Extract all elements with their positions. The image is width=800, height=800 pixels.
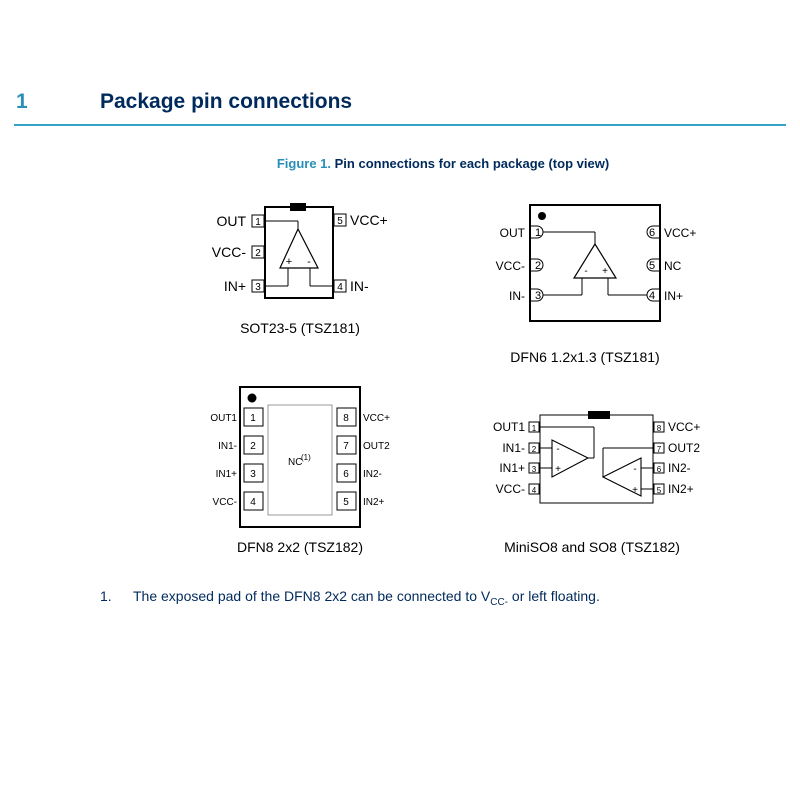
- sot23-pin5-num: 5: [337, 216, 343, 227]
- miniso8-pin6-name: IN2-: [668, 461, 691, 475]
- miniso8-pin7-num: 7: [656, 445, 662, 454]
- miniso8-pin6-num: 6: [656, 465, 662, 474]
- dfn6-pin5-num: 5: [648, 260, 656, 272]
- section-title: Package pin connections: [100, 90, 353, 113]
- dfn8-pin3-num: 3: [250, 469, 256, 480]
- footnote-text: [133, 588, 600, 608]
- dfn8-pin1-num: 1: [250, 413, 256, 424]
- footnote-number: 1.: [100, 588, 112, 604]
- dfn6-pin4-num: 4: [648, 290, 656, 302]
- sot23-pin4-num: 4: [337, 282, 343, 293]
- dfn6-opamp-minus: -: [584, 266, 588, 277]
- miniso8-pin5-num: 5: [656, 486, 662, 495]
- footnote-text-after: or left floating.: [508, 588, 600, 604]
- miniso8-pin4-name: VCC-: [495, 482, 525, 496]
- miniso8-pin4-num: 4: [531, 486, 537, 495]
- sot23-caption: SOT23-5 (TSZ181): [240, 320, 360, 336]
- dfn8-pin5-name: IN2+: [363, 497, 385, 508]
- dfn6-pin1-num: 1: [534, 227, 542, 239]
- sot23-pin3-num: 3: [255, 282, 261, 293]
- miniso8-pin2-name: IN1-: [502, 441, 525, 455]
- dfn8-labels: [210, 413, 390, 555]
- dfn8-pin2-num: 2: [250, 441, 256, 452]
- miniso8-pin1-name: OUT1: [492, 420, 525, 434]
- sot23-package: [252, 203, 346, 298]
- dfn8-pin8-num: 8: [343, 413, 349, 424]
- sot23-pin1-name: OUT: [216, 213, 246, 229]
- dfn8-pin6-name: IN2-: [363, 469, 382, 480]
- miniso8-opamp2-plus: +: [632, 485, 638, 496]
- dfn8-pin7-name: OUT2: [363, 441, 390, 452]
- sot23-labels: [212, 212, 388, 336]
- dfn8-pin6-num: 6: [343, 469, 349, 480]
- dfn8-pin4-name: VCC-: [212, 497, 237, 508]
- dfn6-caption: DFN6 1.2x1.3 (TSZ181): [510, 349, 660, 365]
- miniso8-pin3-name: IN1+: [499, 461, 525, 475]
- dfn6-package: [530, 205, 660, 321]
- miniso8-opamp1-minus: -: [556, 444, 560, 455]
- sot23-pin1-num: 1: [255, 217, 261, 228]
- sot23-opamp-minus: -: [307, 256, 311, 268]
- dfn8-pin2-name: IN1-: [218, 441, 237, 452]
- dfn8-pin7-num: 7: [343, 441, 349, 452]
- figure-label: Figure 1.: [276, 156, 332, 171]
- dfn6-pin4-name: IN+: [664, 289, 684, 303]
- dfn8-pin8-name: VCC+: [363, 413, 390, 424]
- sot23-pin4-name: IN-: [350, 278, 369, 294]
- miniso8-opamp1-plus: +: [555, 464, 561, 475]
- dfn8-pin5-num: 5: [343, 497, 349, 508]
- footnote-subscript: CC-: [490, 596, 509, 608]
- sot23-pin2-name: VCC-: [211, 244, 246, 260]
- miniso8-pin3-num: 3: [531, 465, 537, 474]
- miniso8-labels: [493, 420, 700, 555]
- dfn6-pin3-num: 3: [534, 290, 542, 302]
- miniso8-pin2-num: 2: [531, 445, 537, 454]
- sot23-pin5-name: VCC+: [350, 212, 388, 228]
- sot23-opamp-plus: +: [285, 256, 293, 268]
- miniso8-pin8-name: VCC+: [668, 420, 701, 434]
- dfn6-pin1-name: OUT: [499, 226, 525, 240]
- miniso8-caption: MiniSO8 and SO8 (TSZ182): [504, 539, 680, 555]
- dfn6-labels: [496, 226, 697, 365]
- miniso8-pin1-num: 1: [531, 424, 537, 433]
- miniso8-pin7-name: OUT2: [668, 441, 701, 455]
- figure-title: Pin connections for each package (top view): [334, 156, 610, 171]
- miniso8-package: [529, 411, 664, 503]
- miniso8-opamp2-minus: -: [633, 464, 637, 475]
- dfn8-pad-label: NC: [288, 457, 303, 468]
- sot23-pin2-num: 2: [255, 248, 261, 259]
- dfn6-pin3-name: IN-: [509, 289, 525, 303]
- dfn8-pad-note: (1): [301, 453, 311, 462]
- dfn8-pin3-name: IN1+: [215, 469, 237, 480]
- miniso8-pin5-name: IN2+: [668, 482, 694, 496]
- dfn6-pin6-num: 6: [648, 227, 656, 239]
- dfn8-pin4-num: 4: [250, 497, 256, 508]
- dfn6-pin6-name: VCC+: [664, 226, 697, 240]
- sot23-pin3-name: IN+: [223, 278, 246, 294]
- section-number: 1: [16, 90, 28, 113]
- dfn8-caption: DFN8 2x2 (TSZ182): [236, 539, 364, 555]
- dfn8-pin1-name: OUT1: [210, 413, 237, 424]
- dfn6-pin2-num: 2: [534, 260, 542, 272]
- dfn6-pin5-name: NC: [664, 259, 682, 273]
- footnote-text-before: The exposed pad of the DFN8 2x2 can be connected to V: [133, 588, 491, 604]
- miniso8-pin8-num: 8: [656, 424, 662, 433]
- dfn6-pin2-name: VCC-: [495, 259, 525, 273]
- dfn6-opamp-plus: +: [602, 266, 608, 277]
